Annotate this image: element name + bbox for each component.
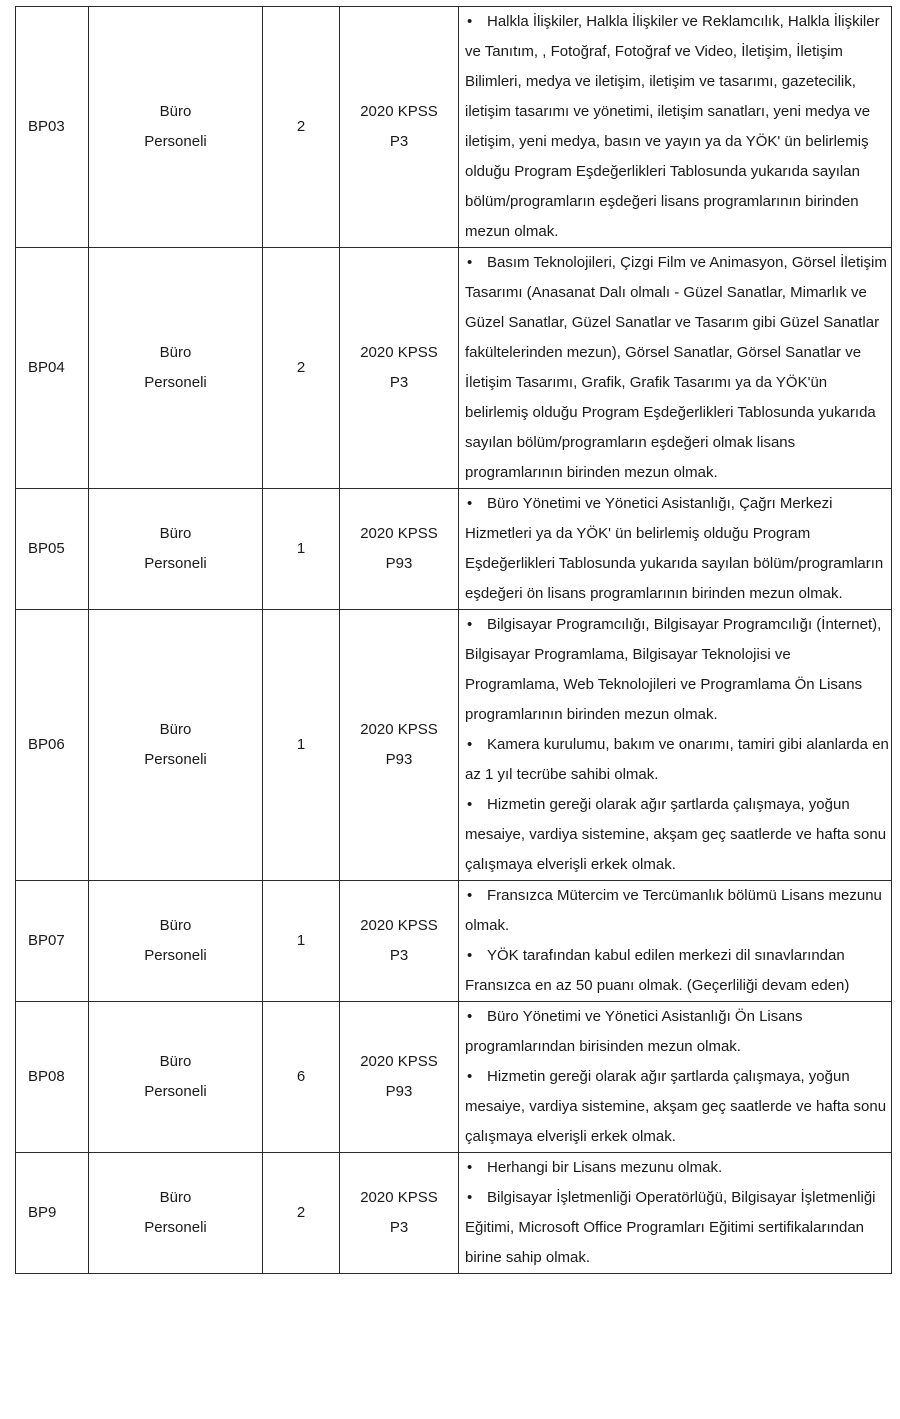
requirement-text: Basım Teknolojileri, Çizgi Film ve Animasyon, Görsel İletişim Tasarımı (Anasanat Dalı olmalı - Güzel Sanatlar, Mimarlık ve Güzel Sanatlar, Güzel Sanatlar ve Tasarım gibi Güzel Sanatlar fakültelerinden mezun), Görsel Sanatlar, Görsel Sanatlar ve İletişim Tasarımı, Grafik, Grafik Tasarımı ya da YÖK'ün belirlemiş olduğu Program Eşdeğerlikleri Tablosunda yukarıda sayılan bölüm/programların eşdeğeri olmak lisans programlarının birinden mezun olmak. [465,254,887,481]
position-code: BP08 [16,1002,89,1153]
table-row [16,1002,892,1153]
requirements-cell [459,248,892,489]
requirement-item [465,610,889,730]
bullet-icon: • [467,736,473,753]
exam-type-line1: 2020 KPSS [360,721,438,738]
requirements-cell [459,489,892,610]
position-code: BP07 [16,881,89,1002]
requirement-text: Bilgisayar Programcılığı, Bilgisayar Programcılığı (İnternet), Bilgisayar Programlama, Bilgisayar Teknolojisi ve Programlama, Web Teknolojileri ve Programlama Ön Lisans programlarının birinden mezun olmak. [465,616,882,723]
position-title-line2: Personeli [144,1083,207,1100]
position-title [89,489,263,610]
bullet-icon: • [467,13,473,30]
requirement-item [465,941,889,1001]
bullet-icon: • [467,947,473,964]
exam-type [340,489,459,610]
exam-type-line2: P93 [385,1083,413,1100]
position-title-line1: Büro [159,1189,192,1206]
exam-type-line2: P93 [385,555,413,572]
exam-type-line1: 2020 KPSS [360,103,438,120]
bullet-icon: • [467,887,473,904]
table-row [16,248,892,489]
bullet-icon: • [467,1008,473,1025]
requirement-text: Fransızca Mütercim ve Tercümanlık bölümü Lisans mezunu olmak. [465,887,882,934]
requirement-text: Hizmetin gereği olarak ağır şartlarda çalışmaya, yoğun mesaiye, vardiya sistemine, akşam geç saatlerde ve hafta sonu çalışmaya elverişli erkek olmak. [465,796,887,873]
position-title [89,610,263,881]
bullet-icon: • [467,1189,473,1206]
exam-type-line2: P3 [389,133,409,150]
table-row [16,7,892,248]
position-count: 2 [263,248,340,489]
exam-type [340,1153,459,1274]
positions-table [15,6,892,1274]
requirements-cell [459,1002,892,1153]
bullet-icon: • [467,495,473,512]
requirement-text: Kamera kurulumu, bakım ve onarımı, tamiri gibi alanlarda en az 1 yıl tecrübe sahibi olmak. [465,736,889,783]
requirement-item [465,790,889,880]
requirements-cell [459,7,892,248]
requirement-item [465,1002,889,1062]
position-count: 1 [263,610,340,881]
exam-type-line2: P3 [389,374,409,391]
bullet-icon: • [467,254,473,271]
position-title-line2: Personeli [144,1219,207,1236]
exam-type [340,248,459,489]
position-title-line1: Büro [159,103,192,120]
exam-type-line2: P3 [389,947,409,964]
exam-type-line1: 2020 KPSS [360,917,438,934]
position-code: BP9 [16,1153,89,1274]
exam-type-line1: 2020 KPSS [360,1053,438,1070]
position-count: 6 [263,1002,340,1153]
exam-type-line1: 2020 KPSS [360,525,438,542]
position-title-line2: Personeli [144,374,207,391]
position-title-line1: Büro [159,1053,192,1070]
exam-type-line1: 2020 KPSS [360,1189,438,1206]
requirement-text: Halkla İlişkiler, Halkla İlişkiler ve Reklamcılık, Halkla İlişkiler ve Tanıtım, , Fotoğraf, Fotoğraf ve Video, İletişim, İletişim Bilimleri, medya ve iletişim, iletişim ve tasarımı, gazetecilik, iletişim tasarımı ve yönetimi, iletişim sanatları, yeni medya ve iletişim, yeni medya, basın ve yayın ya da YÖK' ün belirlemiş olduğu Program Eşdeğerlikleri Tablosunda yukarıda sayılan bölüm/programların eşdeğeri lisans programlarının birinden mezun olmak. [465,13,880,240]
requirement-item [465,248,889,488]
exam-type [340,610,459,881]
position-title [89,248,263,489]
position-title-line2: Personeli [144,555,207,572]
position-count: 2 [263,7,340,248]
requirement-item [465,489,889,609]
exam-type-line1: 2020 KPSS [360,344,438,361]
requirement-text: Herhangi bir Lisans mezunu olmak. [487,1159,723,1176]
position-title-line2: Personeli [144,133,207,150]
position-title [89,1002,263,1153]
requirement-text: Hizmetin gereği olarak ağır şartlarda çalışmaya, yoğun mesaiye, vardiya sistemine, akşam geç saatlerde ve hafta sonu çalışmaya elverişli erkek olmak. [465,1068,887,1145]
table-row [16,489,892,610]
exam-type [340,7,459,248]
requirement-item [465,1183,889,1273]
position-title-line2: Personeli [144,751,207,768]
position-count: 1 [263,489,340,610]
bullet-icon: • [467,1159,473,1176]
requirement-item [465,881,889,941]
table-row [16,610,892,881]
exam-type-line2: P93 [385,751,413,768]
bullet-icon: • [467,616,473,633]
table-row [16,881,892,1002]
position-count: 1 [263,881,340,1002]
position-code: BP05 [16,489,89,610]
requirement-item [465,730,889,790]
requirement-text: Büro Yönetimi ve Yönetici Asistanlığı, Çağrı Merkezi Hizmetleri ya da YÖK' ün belirlemiş olduğu Program Eşdeğerlikleri Tablosunda yukarıda sayılan bölüm/programların eşdeğeri ön lisans programlarının birinden mezun olmak. [465,495,884,602]
position-title-line2: Personeli [144,947,207,964]
bullet-icon: • [467,1068,473,1085]
table-row [16,1153,892,1274]
position-title-line1: Büro [159,721,192,738]
requirement-text: YÖK tarafından kabul edilen merkezi dil sınavlarından Fransızca en az 50 puanı olmak. (Geçerliliği devam eden) [465,947,850,994]
position-title-line1: Büro [159,917,192,934]
requirement-item [465,1062,889,1152]
requirement-item [465,7,889,247]
requirement-item [465,1153,889,1183]
position-title-line1: Büro [159,344,192,361]
position-code: BP06 [16,610,89,881]
position-code: BP03 [16,7,89,248]
requirement-text: Bilgisayar İşletmenliği Operatörlüğü, Bilgisayar İşletmenliği Eğitimi, Microsoft Office Programları Eğitimi sertifikalarından birine sahip olmak. [465,1189,876,1266]
exam-type [340,881,459,1002]
position-code: BP04 [16,248,89,489]
bullet-icon: • [467,796,473,813]
position-title-line1: Büro [159,525,192,542]
position-title [89,881,263,1002]
requirements-cell [459,881,892,1002]
position-title [89,7,263,248]
position-count: 2 [263,1153,340,1274]
requirements-cell [459,1153,892,1274]
requirements-cell [459,610,892,881]
positions-table-body [16,7,892,1274]
exam-type [340,1002,459,1153]
position-title [89,1153,263,1274]
requirement-text: Büro Yönetimi ve Yönetici Asistanlığı Ön Lisans programlarından birisinden mezun olmak. [465,1008,803,1055]
exam-type-line2: P3 [389,1219,409,1236]
